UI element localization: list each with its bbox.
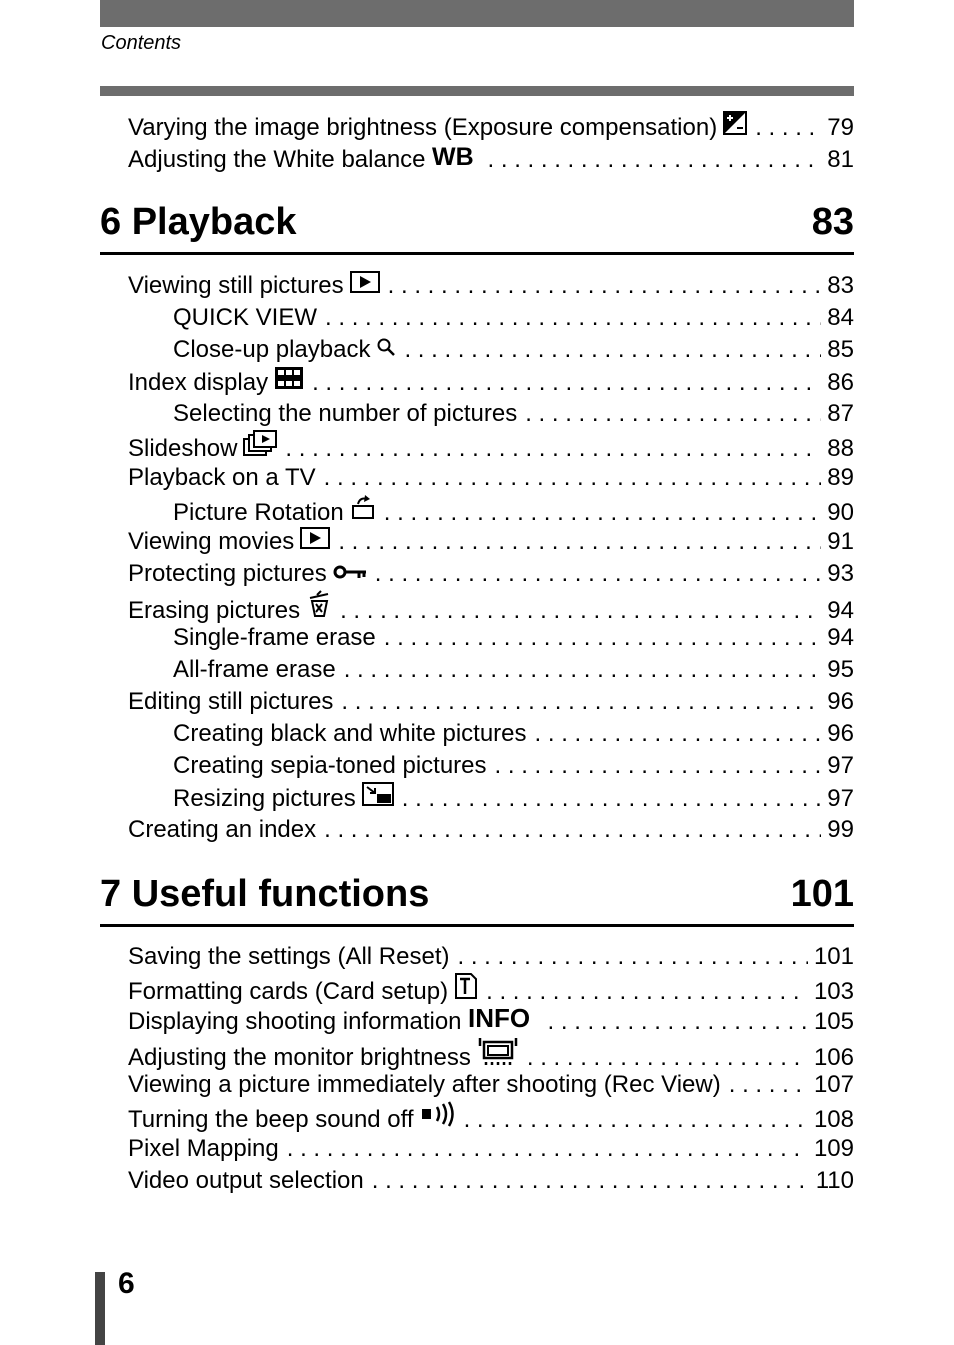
toc-entry[interactable] bbox=[128, 1005, 854, 1037]
dot-leader bbox=[384, 497, 822, 529]
dot-leader bbox=[457, 941, 807, 973]
svg-text:INFO: INFO bbox=[467, 1005, 530, 1029]
dot-leader bbox=[495, 750, 822, 782]
toc-entry-label: Viewing still pictures bbox=[128, 272, 344, 299]
toc-entry-page: 81 bbox=[827, 146, 854, 173]
info-icon bbox=[468, 1005, 540, 1029]
toc-entry-label: Single-frame erase bbox=[173, 624, 376, 651]
toc-entry-page: 107 bbox=[813, 1071, 854, 1098]
toc-entry-page: 108 bbox=[813, 1106, 854, 1133]
exposure-compensation-icon bbox=[723, 111, 747, 135]
dot-leader bbox=[324, 814, 821, 846]
toc-entry-label: Index display bbox=[128, 369, 269, 396]
toc-entry-label: Viewing a picture immediately after shooting (Rec View) bbox=[128, 1071, 721, 1098]
toc-entry[interactable] bbox=[128, 941, 854, 973]
toc-entry-page: 94 bbox=[827, 597, 854, 624]
toc-entry[interactable] bbox=[128, 686, 854, 718]
toc-entry[interactable] bbox=[128, 111, 854, 143]
dot-leader bbox=[402, 783, 822, 815]
toc-entry[interactable] bbox=[173, 622, 854, 654]
toc-entry-page: 93 bbox=[827, 560, 854, 587]
toc-entry-page: 96 bbox=[827, 688, 854, 715]
toc-entry-page: 105 bbox=[813, 1008, 854, 1035]
toc-entry-page: 87 bbox=[827, 400, 854, 427]
toc-entry-page: 89 bbox=[827, 464, 854, 491]
dot-leader bbox=[338, 526, 821, 558]
toc-entry-page: 109 bbox=[813, 1135, 854, 1162]
dot-leader bbox=[375, 558, 822, 590]
toc-entry-label: Adjusting the White balance bbox=[128, 146, 426, 173]
toc-entry[interactable] bbox=[173, 782, 854, 814]
toc-entry-label: Editing still pictures bbox=[128, 688, 334, 715]
toc-entry-label: Pixel Mapping bbox=[128, 1135, 279, 1162]
playback-icon bbox=[300, 527, 330, 549]
chapter-title: 6 Playback bbox=[100, 201, 297, 243]
dot-leader bbox=[464, 1104, 808, 1136]
svg-text:WB: WB bbox=[431, 143, 474, 167]
card-icon bbox=[454, 973, 478, 999]
toc-entry[interactable] bbox=[128, 1133, 854, 1165]
toc-entry-label: Video output selection bbox=[128, 1167, 364, 1194]
chapter-title: 7 Useful functions bbox=[100, 873, 430, 915]
toc-entry-page: 84 bbox=[827, 304, 854, 331]
toc-entry-label: Close-up playback bbox=[173, 336, 371, 363]
toc-entry[interactable] bbox=[173, 750, 854, 782]
chapter-heading-playback[interactable] bbox=[100, 195, 854, 255]
toc-entry[interactable] bbox=[128, 1037, 854, 1069]
dot-leader bbox=[404, 334, 821, 366]
toc-entry-page: 97 bbox=[827, 752, 854, 779]
playback-icon bbox=[350, 271, 380, 293]
chapter-page: 101 bbox=[790, 873, 854, 915]
toc-entry[interactable] bbox=[128, 1165, 854, 1197]
zoom-icon bbox=[376, 337, 396, 357]
toc-entry-label: Protecting pictures bbox=[128, 560, 327, 587]
toc-entry-label: Resizing pictures bbox=[173, 785, 356, 812]
toc-entry-page: 86 bbox=[827, 369, 854, 396]
key-icon bbox=[333, 563, 367, 581]
toc-entry[interactable] bbox=[128, 590, 854, 622]
toc-entry-page: 79 bbox=[827, 114, 854, 141]
toc-entry-label: All-frame erase bbox=[173, 656, 336, 683]
toc-entry-page: 95 bbox=[827, 656, 854, 683]
toc-entry-page: 94 bbox=[827, 624, 854, 651]
toc-entry-page: 103 bbox=[813, 978, 854, 1005]
dot-leader bbox=[324, 462, 822, 494]
toc-entry[interactable] bbox=[128, 1069, 854, 1101]
toc-entry-label: Creating an index bbox=[128, 816, 317, 843]
rotation-icon bbox=[350, 494, 376, 520]
dot-leader bbox=[388, 270, 822, 302]
toc-entry-label: Slideshow bbox=[128, 435, 238, 462]
dot-leader bbox=[341, 686, 821, 718]
toc-entry-page: 96 bbox=[827, 720, 854, 747]
toc-entry-label: Saving the settings (All Reset) bbox=[128, 943, 450, 970]
toc-entry-label: Varying the image brightness (Exposure compensation) bbox=[128, 114, 718, 141]
toc-entry[interactable] bbox=[128, 973, 854, 1005]
toc-entry-page: 85 bbox=[827, 336, 854, 363]
toc-entry-page: 91 bbox=[827, 528, 854, 555]
header-rule bbox=[100, 86, 854, 96]
white-balance-icon bbox=[432, 143, 480, 167]
dot-leader bbox=[287, 1133, 808, 1165]
toc-entry[interactable] bbox=[173, 302, 854, 334]
resize-icon bbox=[362, 782, 394, 806]
toc-entry-page: 101 bbox=[813, 943, 854, 970]
toc-entry-label: Picture Rotation bbox=[173, 499, 344, 526]
page-number: 6 bbox=[118, 1267, 135, 1300]
toc-entry[interactable] bbox=[128, 558, 854, 590]
dot-leader bbox=[548, 1006, 808, 1038]
page-marker-bar bbox=[95, 1272, 105, 1345]
toc-entry[interactable] bbox=[173, 654, 854, 686]
toc-entry-page: 99 bbox=[827, 816, 854, 843]
dot-leader bbox=[384, 622, 822, 654]
index-grid-icon bbox=[274, 366, 304, 390]
chapter-page: 83 bbox=[811, 201, 854, 243]
toc-entry[interactable] bbox=[173, 398, 854, 430]
top-bar bbox=[100, 0, 854, 27]
dot-leader bbox=[312, 367, 821, 399]
toc-entry-label: Turning the beep sound off bbox=[128, 1106, 414, 1133]
toc-entry-label: Selecting the number of pictures bbox=[173, 400, 518, 427]
dot-leader bbox=[729, 1069, 808, 1101]
beep-icon bbox=[420, 1101, 456, 1127]
toc-entry-label: Displaying shooting information bbox=[128, 1008, 462, 1035]
toc-entry[interactable] bbox=[128, 366, 854, 398]
running-header: Contents bbox=[101, 32, 182, 54]
toc-entry[interactable] bbox=[128, 814, 854, 846]
toc-entry-label: Creating sepia-toned pictures bbox=[173, 752, 487, 779]
toc-entry[interactable] bbox=[128, 526, 854, 558]
toc-useful-functions-list bbox=[128, 941, 854, 1197]
toc-entry[interactable] bbox=[128, 1101, 854, 1133]
toc-entry-label: Adjusting the monitor brightness bbox=[128, 1044, 471, 1071]
toc-entry-page: 83 bbox=[827, 272, 854, 299]
dot-leader bbox=[535, 718, 822, 750]
dot-leader bbox=[488, 144, 822, 176]
toc-entry-label: Playback on a TV bbox=[128, 464, 316, 491]
toc-continuation-list bbox=[128, 111, 854, 175]
dot-leader bbox=[755, 112, 821, 144]
dot-leader bbox=[325, 302, 821, 334]
dot-leader bbox=[486, 976, 808, 1008]
dot-leader bbox=[344, 654, 822, 686]
monitor-brightness-icon bbox=[477, 1037, 519, 1065]
toc-entry-page: 110 bbox=[815, 1167, 854, 1194]
toc-entry-label: QUICK VIEW bbox=[173, 304, 318, 331]
toc-entry-label: Erasing pictures bbox=[128, 597, 301, 624]
toc-entry-label: Formatting cards (Card setup) bbox=[128, 978, 449, 1005]
toc-entry[interactable] bbox=[173, 334, 854, 366]
toc-entry-page: 90 bbox=[827, 499, 854, 526]
chapter-heading-useful-functions[interactable] bbox=[100, 867, 854, 927]
dot-leader bbox=[372, 1165, 810, 1197]
toc-entry[interactable] bbox=[173, 494, 854, 526]
toc-entry-page: 97 bbox=[827, 785, 854, 812]
trash-icon bbox=[306, 590, 332, 618]
toc-entry[interactable] bbox=[128, 143, 854, 175]
toc-playback-list bbox=[128, 270, 854, 846]
toc-entry-page: 106 bbox=[813, 1044, 854, 1071]
slideshow-icon bbox=[243, 430, 277, 456]
toc-entry-label: Creating black and white pictures bbox=[173, 720, 527, 747]
toc-entry-label: Viewing movies bbox=[128, 528, 295, 555]
dot-leader bbox=[285, 433, 821, 465]
dot-leader bbox=[525, 398, 821, 430]
toc-entry[interactable] bbox=[128, 462, 854, 494]
toc-entry-page: 88 bbox=[827, 435, 854, 462]
toc-entry[interactable] bbox=[128, 270, 854, 302]
toc-entry[interactable] bbox=[173, 718, 854, 750]
toc-entry[interactable] bbox=[128, 430, 854, 462]
